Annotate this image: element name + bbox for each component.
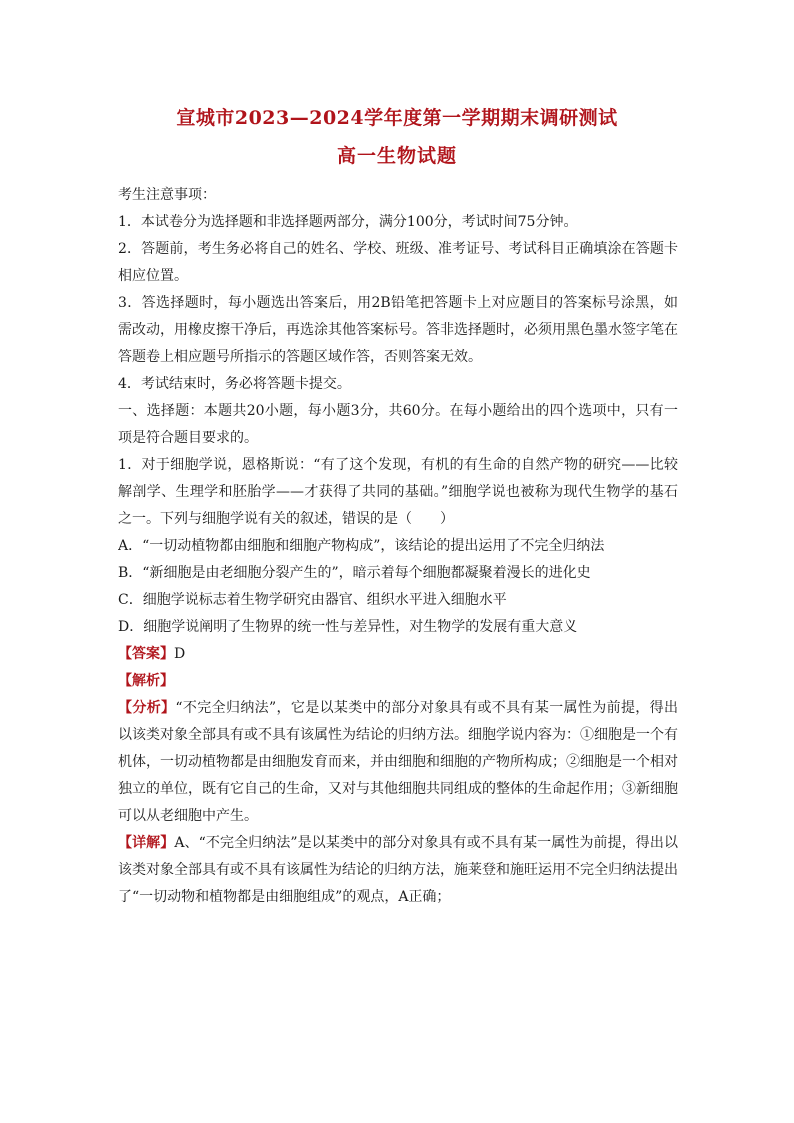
fenxi-text: “不完全归纳法”，它是以某类中的部分对象具有或不具有某一属性为前提，得出以该类对象全部具有或不具有该属性为结论的归纳方法。细胞学说内容为：①细胞是一个有机体，一切动植物都是由细胞发育而来，并由细胞和细胞的产物所构成；②细胞是一个相对独立的单位，既有它自己的生命，又对与其他细胞共同组成的整体的生命起作用；③新细胞可以从老细胞中产生。 — [118, 700, 679, 824]
question-stem: 1．对于细胞学说，恩格斯说：“有了这个发现，有机的有生命的自然产物的研究——比较解剖学、生理学和胚胎学——才获得了共同的基础。”细胞学说也被称为现代生物学的基石之一。下列与细胞学说有关的叙述，错误的是（ ） — [118, 457, 678, 527]
answer-line — [118, 641, 678, 668]
option-c: C．细胞学说标志着生物学研究由器官、组织水平进入细胞水平 — [118, 592, 507, 608]
fenxi-label: 【分析】 — [118, 700, 176, 716]
fenxi-paragraph — [118, 695, 678, 830]
notice-item-2: 2．答题前，考生务必将自己的姓名、学校、班级、准考证号、考试科目正确填涂在答题卡相应位置。 — [118, 241, 678, 284]
exam-subtitle: 高一生物试题 — [336, 145, 457, 167]
notice-item-4: 4．考试结束时，务必将答题卡提交。 — [118, 376, 351, 392]
option-d: D．细胞学说阐明了生物界的统一性与差异性，对生物学的发展有重大意义 — [118, 619, 578, 635]
option-b: B．“新细胞是由老细胞分裂产生的”，暗示着每个细胞都凝聚着漫长的进化史 — [118, 565, 591, 581]
xiangjie-label: 【详解】 — [118, 835, 175, 851]
analysis-line — [118, 668, 678, 695]
answer-label: 【答案】 — [118, 646, 174, 662]
xiangjie-paragraph — [118, 830, 678, 911]
option-a: A．“一切动植物都由细胞和细胞产物构成”，该结论的提出运用了不完全归纳法 — [118, 538, 605, 554]
exam-title: 宣城市2023—2024学年度第一学期期末调研测试 — [176, 107, 618, 129]
notice-item-3: 3．答选择题时，每小题选出答案后，用2B铅笔把答题卡上对应题目的答案标号涂黑，如需改动，用橡皮擦干净后，再选涂其他答案标号。答非选择题时，必须用黑色墨水签字笔在答题卷上相应题号所指示的答题区域作答，否则答案无效。 — [118, 295, 678, 365]
document-body — [118, 182, 678, 911]
notice-heading: 考生注意事项： — [118, 187, 216, 203]
notice-item-1: 1．本试卷分为选择题和非选择题两部分，满分100分，考试时间75分钟。 — [118, 214, 578, 230]
analysis-label: 【解析】 — [118, 673, 174, 689]
section-intro: 一、选择题：本题共20小题，每小题3分，共60分。在每小题给出的四个选项中，只有一项是符合题目要求的。 — [118, 403, 678, 446]
xiangjie-text: A、“不完全归纳法”是以某类中的部分对象具有或不具有某一属性为前提，得出以该类对象全部具有或不具有该属性为结论的归纳方法，施莱登和施旺运用不完全归纳法提出了“一切动物和植物都是由细胞组成”的观点，A正确； — [118, 835, 678, 905]
answer-value: D — [174, 646, 186, 662]
